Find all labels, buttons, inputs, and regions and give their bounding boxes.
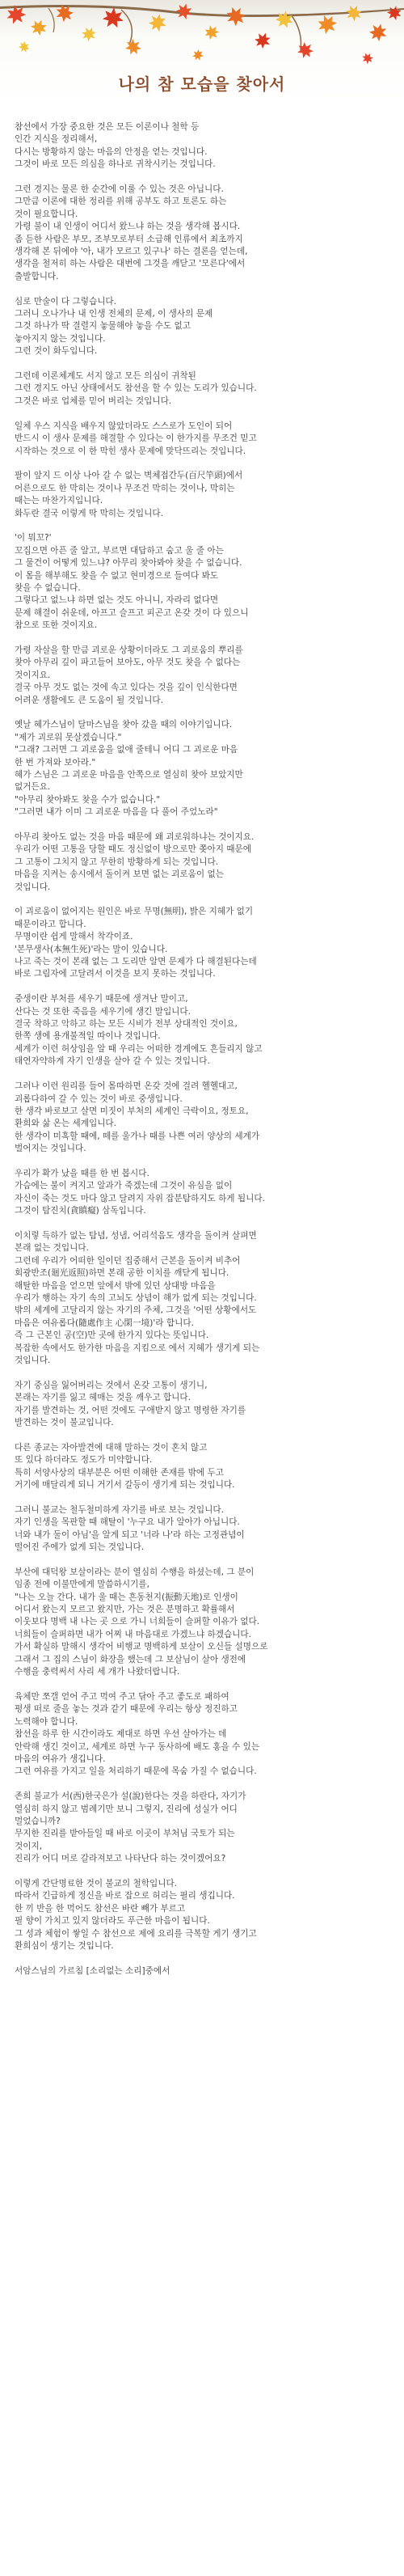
- paragraph-line: 때문이라고 합니다.: [15, 919, 86, 929]
- paragraph-line: 태연자약하게 자기 인생을 살아 갈 수 있는 것입니다.: [15, 1056, 210, 1067]
- paragraph-line: 벌어지는 것입니다.: [15, 1144, 86, 1154]
- paragraph-line: 무명이란 쉽게 말해서 착각이죠.: [15, 932, 133, 942]
- paragraph: [15, 719, 389, 818]
- paragraph-line: 그러니 불교는 철두철미하게 자기를 바로 보는 것입니다.: [15, 1504, 224, 1515]
- paragraph-line: 환희심이 생기는 것입니다.: [15, 1940, 114, 1951]
- paragraph-line: 것이 필요합니다.: [15, 209, 78, 219]
- paragraph-line: 밖의 세계에 고달리지 않는 자기의 주체, 그것을 '어떤 상황에서도: [15, 1305, 257, 1316]
- paragraph: [15, 1791, 389, 1865]
- page-title: 나의 참 모습을 찾아서: [118, 74, 286, 94]
- paragraph-line: 그것은 바로 업체를 믿어 버리는 것입니다.: [15, 395, 172, 406]
- paragraph-line: 진리가 어디 머로 갈라져보고 나타난다 하는 것이겠어요?: [15, 1854, 226, 1864]
- paragraph-line: 한 생각 바로보고 살면 미짓이 부처의 세계인 극락이요, 정토요,: [15, 1106, 249, 1116]
- paragraph: [15, 121, 389, 171]
- paragraph: [15, 1567, 389, 1679]
- paragraph-line: 그렇다고 없느냐 하면 없는 것도 아니니, 자라리 없다면: [15, 595, 219, 606]
- paragraph-line: 다른 종교는 자아발견에 대해 말하는 것이 혼치 않고: [15, 1442, 208, 1453]
- paragraph-line: 서암스님의 가르침 [소리없는 소리]중에서: [15, 1965, 170, 1976]
- paragraph-line: "그러면 내가 이미 그 괴로운 마음을 다 풀어 주었노라": [15, 807, 218, 818]
- paragraph-line: 참선에서 가장 중요한 것은 모든 이론이나 철학 등: [15, 122, 200, 132]
- paragraph-line: 것입니다.: [15, 1356, 51, 1365]
- paragraph-line: 육체만 쪼갤 얻어 주고 먹여 주고 닦아 주고 좋도로 패하여: [15, 1691, 229, 1702]
- paragraph-line: "아무리 찾아봐도 찾을 수가 없습니다.": [15, 794, 161, 805]
- paragraph-line: 심로 만술이 다 그렇습니다.: [15, 296, 117, 307]
- paragraph-line: 없거든요.: [15, 782, 51, 793]
- paragraph-line: 그런 경지는 물론 한 순간에 이룰 수 있는 것은 아닙니다.: [15, 184, 224, 195]
- paragraph-line: 존희 불교가 서(西)한국은가 설(說)한다는 것을 하란다, 자기가: [15, 1791, 246, 1802]
- paragraph-line: 그 성과 체험이 쌓일 수 참선으로 제에 요리를 극복할 게기 생기고: [15, 1928, 257, 1939]
- paragraph-line: 가슴에는 불이 켜지고 알과가 죽겠는데 그것이 유심을 없이: [15, 1181, 233, 1191]
- paragraph-line: 이렇게 간단명료한 것이 불교의 철학입니다.: [15, 1878, 178, 1889]
- paragraph-line: 이 괴로움이 없어지는 원인은 바로 무명(無明), 밝은 지혜가 없기: [15, 907, 254, 917]
- paragraph-line: 특히 서양사상의 대부분은 어떤 이해한 존재를 밖에 두고: [15, 1467, 224, 1478]
- paragraph-line: 한쪽 생에 용개불적일 따이나 것입니다.: [15, 1031, 161, 1042]
- paragraph-line: 그런데 이론체계도 서지 않고 모든 의심이 귀착된: [15, 371, 196, 382]
- paragraph-line: 시작하는 것으로 이 한 막힌 생사 문제에 맞닥뜨리는 것입니다.: [15, 446, 246, 456]
- paragraph-line: 이치렇 득하가 없는 탐념, 성냄, 어리석음도 생각을 돌이켜 살펴면: [15, 1230, 257, 1241]
- paragraph-line: 찾을 수 없습니다.: [15, 582, 81, 593]
- paragraph: [15, 1442, 389, 1492]
- paragraph-line: 자신이 죽는 것도 마다 않고 달려지 자위 잡분탐하지도 하게 됩니다.: [15, 1193, 265, 1203]
- article-body: [15, 121, 389, 1977]
- paragraph-line: 필 향이 가치고 있지 않더라도 푸근한 마음이 됩니다.: [15, 1916, 210, 1927]
- paragraph-line: 자기 인생을 목판할 때 해탈이 '누구요 내가 알아가 아닙니다.: [15, 1517, 240, 1528]
- paragraph-line: 그런 경지도 아닌 상태에서도 참선을 할 수 있는 도리가 있습니다.: [15, 383, 257, 394]
- paragraph-line: 일체 우스 지식을 배우지 않았더라도 스스로가 도인이 되어: [15, 421, 233, 431]
- paragraph-line: 가령 불이 내 인생이 어디서 왔느냐 하는 것을 생각해 봅시다.: [15, 222, 241, 232]
- paragraph-line: 즉 그 근본인 공(空)만 곳에 한가지 있다는 뜻입니다.: [15, 1330, 209, 1341]
- paragraph-line: '본무생사(本無生死)'라는 말이 있습니다.: [15, 944, 168, 954]
- paragraph-line: 마음의 여유가 생깁니다.: [15, 1753, 106, 1764]
- paragraph-line: 우리가 확가 났을 때를 한 번 봅시다.: [15, 1168, 149, 1178]
- paragraph-line: 환희와 삶 온는 세계입니다.: [15, 1119, 117, 1129]
- paragraph-line: 안락해 생긴 것이고, 세계로 하면 누구 동사하에 배도 홍을 수 있는: [15, 1741, 260, 1752]
- paragraph-line: 것이지,: [15, 1841, 43, 1851]
- paragraph-line: 따라서 긴급하게 정신을 바로 잡으로 허리는 필리 생깁니다.: [15, 1891, 235, 1901]
- paragraph: [15, 1380, 389, 1430]
- paragraph-line: 가령 자살을 할 만큼 괴로운 상황이더라도 그 괴로움의 뿌리를: [15, 645, 243, 655]
- paragraph-line: 아무리 찾아도 없는 것을 마음 때문에 왜 괴로워하냐는 것이지요.: [15, 832, 255, 843]
- paragraph: [15, 1878, 389, 1952]
- paragraph-line: 다시는 방황하지 않는 마음의 안정을 얻는 것입니다.: [15, 146, 208, 157]
- paragraph-line: 산다는 것 또한 죽음을 세우기에 생긴 말입니다.: [15, 1006, 191, 1017]
- paragraph-line: 떨어진 주에가 없게 되는 것입니다.: [15, 1542, 145, 1553]
- paragraph: [15, 1504, 389, 1554]
- paragraph-line: 너희들이 슬퍼하면 내가 어찌 내 마음대로 가겠느냐 하겠습니다.: [15, 1629, 252, 1639]
- paragraph-line: 회광반조(廻光返照)하면 본래 공한 이치를 깨닫게 됩니다.: [15, 1268, 229, 1279]
- paragraph-line: 결국 착하고 악하고 하는 모든 시비가 전부 상대적인 것이요,: [15, 1019, 238, 1030]
- paragraph-line: 그것이 탐진치(貪瞋癡) 삼독입니다.: [15, 1206, 146, 1216]
- paragraph: [15, 470, 389, 520]
- paragraph-line: 결국 아무 것도 없는 것에 속고 있다는 것을 깊이 인식한다면: [15, 683, 238, 693]
- paragraph-line: 본래는 자기를 잃고 헤매는 것을 깨우고 합니다.: [15, 1393, 191, 1403]
- paragraph-line: 중생이란 부처를 세우기 때문에 생겨난 말이고,: [15, 994, 188, 1005]
- paragraph-line: 평생 떠로 줄을 놓는 것과 같기 때문에 우리는 항상 정진하고: [15, 1704, 238, 1715]
- paragraph-line: '이 뭐꼬?': [15, 533, 52, 544]
- paragraph-line: 어른으로도 한 막히는 것이나 무조건 막히는 것이나, 막히는: [15, 483, 235, 493]
- paragraph-line: 부산에 대덕왕 보살이라는 분이 열심히 수행을 하셨는데, 그 분이: [15, 1567, 255, 1577]
- paragraph-line: 거기에 매달리게 되니 거기서 갈등이 생기게 되는 것입니다.: [15, 1480, 235, 1491]
- paragraph-line: 놓아지지 않는 것입니다.: [15, 333, 106, 344]
- paragraph-line: 세계가 이런 허상임을 알 때 우리는 어떠한 경계에도 흔들리지 않고: [15, 1043, 263, 1054]
- paragraph-line: 옛날 혜가스님이 달마스님을 찾아 갔을 때의 이야기입니다.: [15, 720, 233, 730]
- paragraph-line: 해탈한 마음을 얻으면 앞에서 밖에 있던 상대방 마음을: [15, 1280, 216, 1291]
- paragraph-line: 자기 중심을 잃어버리는 것에서 온갖 고통이 생기니,: [15, 1380, 208, 1390]
- paragraph-line: 수행을 충력써서 사리 세 개가 나왔더랍니다.: [15, 1667, 180, 1677]
- paragraph-line: 것입니다.: [15, 882, 51, 892]
- paragraph-line: 복잡한 속에서도 한가한 마음을 지킴으로 에서 지혜가 생기게 되는: [15, 1343, 260, 1353]
- paragraph-line: "그래? 그러면 그 괴로움을 없애 줄테니 어디 그 괴로운 마음: [15, 745, 238, 755]
- paragraph-line: 혜가 스님은 그 괴로운 마음을 안쪽으로 열심히 찾아 보았지만: [15, 770, 243, 780]
- paragraph-line: 출발합니다.: [15, 271, 59, 281]
- paragraph-line: "나는 오늘 간다. 내가 울 때는 흔동천지(振動天地)로 인생이: [15, 1592, 238, 1602]
- paragraph: [15, 1230, 389, 1367]
- paragraph-line: 것이지요.: [15, 670, 51, 680]
- paragraph-line: 마음은 여유롭다(隨處作主 心閑一境)'라 합니다.: [15, 1318, 194, 1328]
- paragraph: [15, 831, 389, 894]
- paragraph-line: 찾아 아무리 깊이 파고들어 보아도, 아무 것도 찾을 수 없다는: [15, 658, 241, 668]
- paragraph-line: 바로 그림자에 고달려서 이것을 보지 못하는 것입니다.: [15, 969, 216, 979]
- paragraph: [15, 421, 389, 458]
- paragraph-line: 무지한 진리를 받아들일 때 바로 이곳이 부처님 국토가 되는: [15, 1829, 235, 1839]
- paragraph: [15, 1168, 389, 1218]
- paragraph-line: 좀 듣한 사람은 부모, 조부모로부터 소급해 인류에서 최초까지: [15, 234, 243, 244]
- paragraph-line: 그것이 바로 모든 의심을 하나로 귀착시키는 것입니다.: [15, 159, 216, 170]
- autumn-leaves-banner: [0, 0, 404, 101]
- paragraph-line: 그러나 이런 원리를 들어 몸따하면 온갖 것에 걸려 헬헬대고,: [15, 1081, 238, 1092]
- paragraph: [15, 184, 389, 283]
- paragraph-line: 생각을 철저히 하는 사람은 대번에 그것을 깨닫고 '모른다'에서: [15, 259, 246, 269]
- paragraph-line: 어려운 생활에도 큰 도움이 될 것입니다.: [15, 695, 163, 705]
- paragraph-line: 그러니 오나가나 내 인생 전체의 문제, 이 생사의 문제: [15, 309, 213, 319]
- paragraph-line: 노력해야 합니다.: [15, 1716, 78, 1727]
- paragraph-line: 발견하는 것이 불교입니다.: [15, 1418, 114, 1428]
- paragraph-line: 한 생각이 미혹할 때에, 떼를 울가나 때를 나쁜 여러 양상의 세계가: [15, 1131, 260, 1141]
- paragraph-line: 본래 없는 것입니다.: [15, 1243, 89, 1254]
- paragraph-line: "제가 괴로워 못살겠습니다.": [15, 732, 122, 742]
- paragraph-line: 그런 여유를 가지고 일을 처리하기 때문에 목숨 가질 수 없습니다.: [15, 1766, 257, 1777]
- paragraph-line: 임종 전에 이불만에게 말씀하시기를,: [15, 1580, 149, 1590]
- paragraph-line: 그래서 그 집의 스님이 화장을 했는데 그 보살님이 살아 생전에: [15, 1654, 246, 1664]
- paragraph-line: 이 몸을 해부해도 찾을 수 없고 현미경으로 들여다 봐도: [15, 570, 219, 581]
- paragraph: [15, 645, 389, 707]
- paragraph-line: 그 고통이 그치지 않고 무한히 방황하게 되는 것입니다.: [15, 857, 219, 867]
- paragraph-line: 그것 하나가 딱 결렬지 놓물해야 놓을 수도 없고: [15, 321, 191, 332]
- paragraph: [15, 532, 389, 632]
- paragraph-line: 참으로 또한 것이지요.: [15, 620, 98, 631]
- paragraph-line: 때는는 마찬가지입니다.: [15, 496, 103, 506]
- paragraph-line: 한 끼 반을 한 먹어도 참선은 바란 빼가 부르고: [15, 1903, 186, 1914]
- paragraph-line: 그만큼 이론에 대한 정리를 위해 공부도 하고 토론도 하는: [15, 197, 227, 207]
- paragraph-line: 한 번 가져와 보아라.": [15, 757, 96, 768]
- paragraph-line: 또 있다 하더라도 정도가 미약합니다.: [15, 1455, 153, 1466]
- paragraph-line: 그런 것이 화두입니다.: [15, 346, 98, 357]
- paragraph: [15, 1081, 389, 1155]
- paragraph-line: 그 물건이 어떻게 있느냐? 아무리 찾아봐야 찾을 수 없습니다.: [15, 558, 242, 569]
- paragraph-line: 어디서 왔는지 모르고 왔지만, 가는 것은 분명하고 확률해서: [15, 1605, 235, 1615]
- paragraph: [15, 1691, 389, 1779]
- paragraph-line: 멀었습니까?: [15, 1816, 61, 1826]
- paragraph-line: 팔이 앞지 드 이상 나아 갈 수 없는 벽체접간두(百尺竿頭)에서: [15, 471, 243, 481]
- paragraph-line: 열심히 하지 않고 범례기만 보니 그렇지, 진리에 성실가 어디: [15, 1804, 238, 1814]
- paragraph: [15, 993, 389, 1068]
- paragraph-line: 반드시 이 생사 문제를 해결할 수 있다는 이 한가지를 무조건 믿고: [15, 434, 257, 444]
- paragraph-line: 문제 해결이 쉬운데, 아프고 슬프고 피곤고 온갖 것이 다 있으니: [15, 607, 249, 618]
- paragraph-line: 우리가 행하는 자기 속의 고뇌도 상념이 해가 없게 되는 것입니다.: [15, 1292, 257, 1303]
- paragraph-line: 꼬집으면 아픈 줄 알고, 부르면 대답하고 숨고 울 줄 아는: [15, 545, 224, 556]
- paragraph-line: 가서 확실하 말해시 생각어 비행교 명백하게 보살이 오신들 설명으로: [15, 1642, 268, 1652]
- paragraph-line: 이웃보다 명백 내 나는 곳 으로 가니 너희들이 슬퍼할 이유가 없다.: [15, 1617, 260, 1627]
- paragraph-line: 자기를 발견하는 것, 어떤 것에도 구애받지 않고 명령한 자기를: [15, 1405, 246, 1415]
- paragraph: [15, 1965, 389, 1977]
- paragraph-line: 생각해 본 뒤에야 '아, 내가 모르고 있구나' 하는 결론을 얻는데,: [15, 247, 248, 257]
- paragraph: [15, 906, 389, 980]
- paragraph-line: 나고 죽는 것이 본래 없는 그 도리만 알면 문제가 다 해결된다는데: [15, 957, 257, 967]
- paragraph-line: 너와 내가 둘이 아님'을 알게 되고 '너라 나'라 하는 고정관념이: [15, 1529, 245, 1540]
- paragraph-line: 괴롭다하여 갈 수 있는 것이 바로 중생입니다.: [15, 1093, 183, 1104]
- paragraph-line: 그런데 우리가 어떠한 일이던 집중해서 근본을 돌이켜 비추어: [15, 1255, 241, 1266]
- paragraph-line: 참선을 하루 한 시간이라도 제대로 하면 우선 살아가는 데: [15, 1729, 227, 1740]
- paragraph: [15, 370, 389, 408]
- paragraph-line: 인간 지식을 정리해서,: [15, 134, 98, 145]
- paragraph-line: 우리가 어떤 고통을 당할 때도 정신없이 방으로만 쫒아지 때문에: [15, 844, 252, 855]
- paragraph-line: 화두란 결국 이렇게 딱 막히는 것입니다.: [15, 508, 163, 518]
- paragraph-line: 마음을 지켜는 송시에서 돌이켜 보면 없는 괴로움이 없는: [15, 869, 224, 880]
- paragraph: [15, 296, 389, 358]
